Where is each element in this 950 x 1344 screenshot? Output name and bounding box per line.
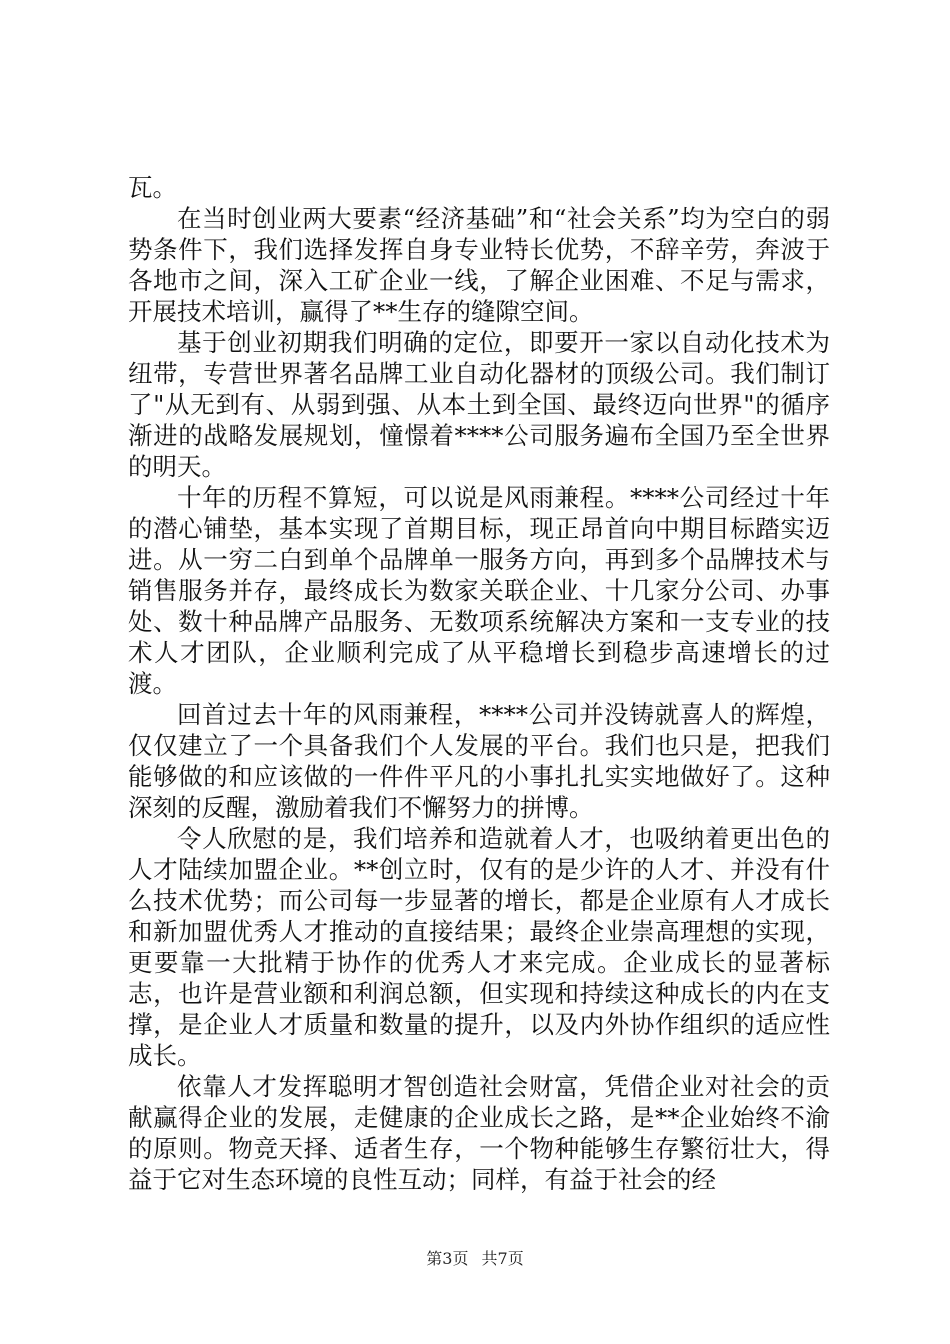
page-total: 共7页 [481, 1249, 524, 1268]
paragraph-3: 十年的历程不算短，可以说是风雨兼程。****公司经过十年的潜心铺垫，基本实现了首期目标，现正昂首向中期目标踏实迈进。从一穷二白到单个品牌单一服务方向，再到多个品牌技术与销售服务并存，最终成长为数家关联企业、十几家分公司、办事处、数十种品牌产品服务、无数项系统解决方案和一支专业的技术人才团队，企业顺利完成了从平稳增长到稳步高速增长的过渡。 [128, 483, 830, 698]
paragraph-5: 令人欣慰的是，我们培养和造就着人才，也吸纳着更出色的人才陆续加盟企业。**创立时，仅有的是少许的人才、并没有什么技术优势；而公司每一步显著的增长，都是企业原有人才成长和新加盟优秀人才推动的直接结果；最终企业崇高理想的实现，更要靠一大批精于协作的优秀人才来完成。企业成长的显著标志，也许是营业额和利润总额，但实现和持续这种成长的内在支撑，是企业人才质量和数量的提升，以及内外协作组织的适应性成长。 [128, 824, 830, 1070]
paragraph-6: 依靠人才发挥聪明才智创造社会财富，凭借企业对社会的贡献赢得企业的发展，走健康的企业成长之路，是**企业始终不渝的原则。物竞天择、适者生存，一个物种能够生存繁衍壮大，得益于它对生态环境的良性互动；同样，有益于社会的经 [128, 1072, 830, 1194]
paragraph-2: 基于创业初期我们明确的定位，即要开一家以自动化技术为纽带，专营世界著名品牌工业自动化器材的顶级公司。我们制订了"从无到有、从弱到强、从本土到全国、最终迈向世界"的循序渐进的战略发展规划，憧憬着****公司服务遍布全国乃至全世界的明天。 [128, 328, 830, 481]
page-footer [0, 1246, 950, 1269]
document-body [128, 172, 830, 1195]
paragraph-0: 瓦。 [128, 173, 177, 202]
paragraph-4: 回首过去十年的风雨兼程，****公司并没铸就喜人的辉煌，仅仅建立了一个具备我们个人发展的平台。我们也只是，把我们能够做的和应该做的一件件平凡的小事扎扎实实地做好了。这种深刻的反醒，激励着我们不懈努力的拼博。 [128, 700, 830, 822]
paragraph-1: 在当时创业两大要素“经济基础”和“社会关系”均为空白的弱势条件下，我们选择发挥自身专业特长优势，不辞辛劳，奔波于各地市之间，深入工矿企业一线，了解企业困难、不足与需求，开展技术培训，赢得了**生存的缝隙空间。 [128, 204, 830, 326]
page-number: 第3页 [426, 1249, 469, 1268]
